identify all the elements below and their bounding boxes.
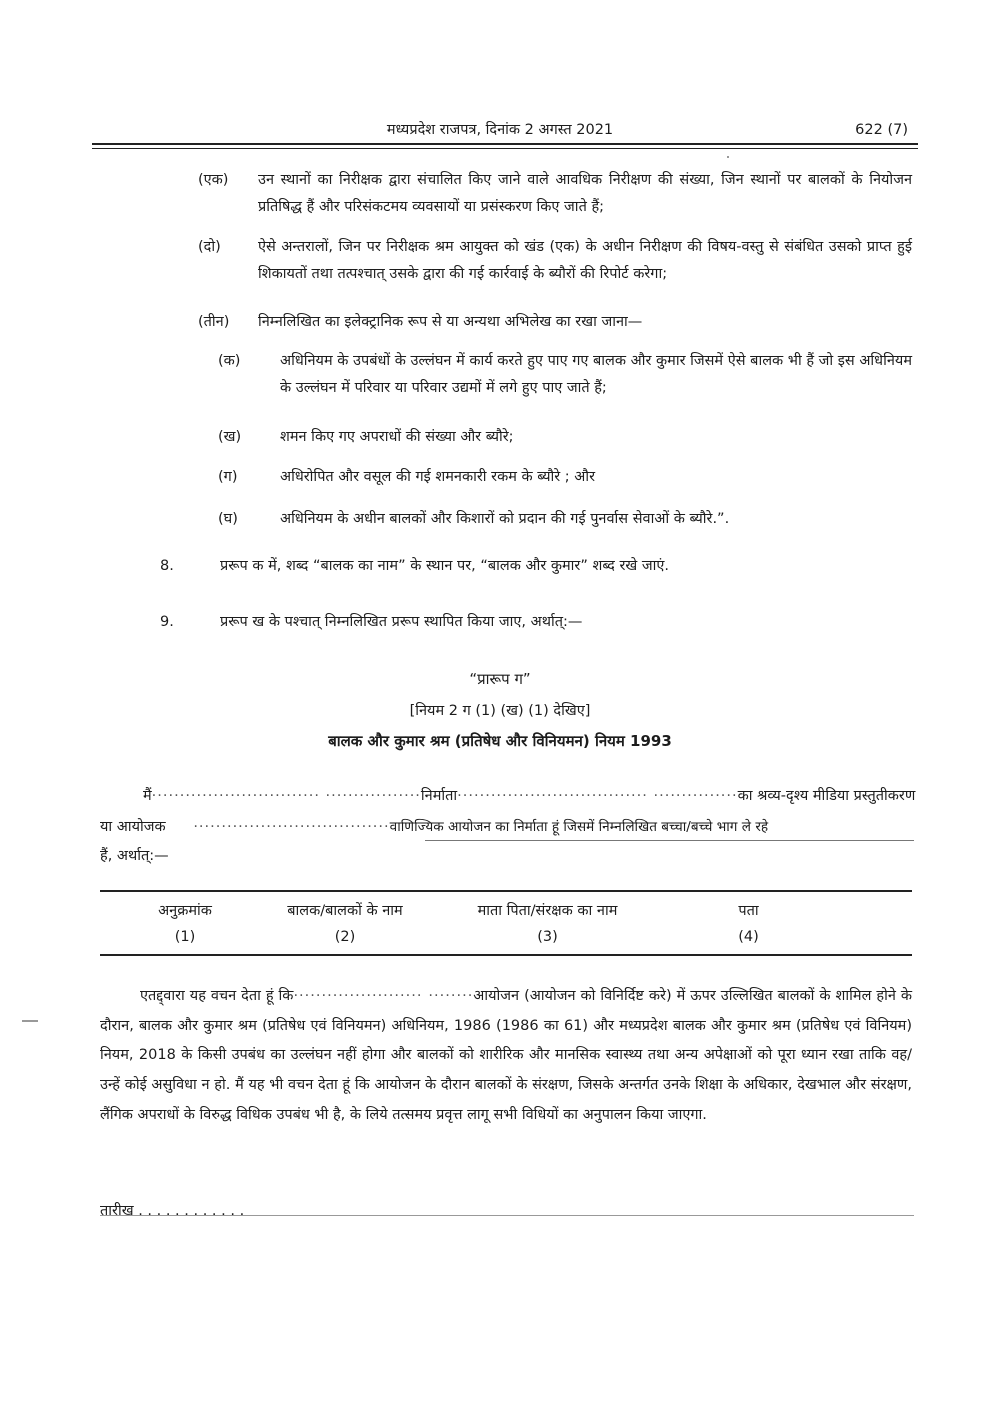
table-number-row	[100, 924, 912, 950]
list-item	[198, 234, 912, 288]
table-header-row	[100, 898, 912, 924]
column-header: बालक/बालकों के नाम	[287, 902, 403, 919]
producer-name-blank[interactable]: ······························ ·················	[151, 788, 421, 804]
column-number: (3)	[537, 928, 558, 945]
sub-list-item	[218, 506, 912, 533]
date-line	[100, 1198, 244, 1225]
event-name-blank[interactable]: ······················· ········	[293, 988, 474, 1004]
sub-list-item	[218, 464, 912, 491]
list-item	[198, 309, 912, 336]
form-line1-c: का श्रव्य-दृश्य मीडिया प्रस्तुतीकरण	[737, 788, 916, 804]
sub-item-label: (घ)	[218, 511, 238, 527]
list-item-text: उन स्थानों का निरीक्षक द्वारा संचालित किए जाने वाले आवधिक निरीक्षण की संख्या, जिन स्थानों पर बालकों के नियोजन प्रतिषिद्ध हैं और परिसंकटमय व्यवसायों या प्रसंस्करण किए जाते हैं;	[258, 172, 912, 215]
paragraph-number: 9.	[160, 614, 174, 630]
column-header: माता पिता/संरक्षक का नाम	[477, 902, 618, 919]
sub-item-text: अधिरोपित और वसूल की गई शमनकारी रकम के ब्यौरे ; और	[280, 469, 596, 485]
form-title: “प्रारूप ग”	[469, 670, 531, 688]
presentation-name-blank[interactable]: ·································· ···············	[457, 788, 738, 804]
column-number: (1)	[174, 928, 196, 945]
sub-item-label: (क)	[218, 353, 241, 369]
act-title: बालक और कुमार श्रम (प्रतिषेध और विनियमन) नियम 1993	[328, 732, 672, 750]
table-bottom-rule	[100, 954, 912, 956]
gazette-header-title: मध्यप्रदेश राजपत्र, दिनांक 2 अगस्त 2021	[386, 122, 614, 138]
table-top-rule	[100, 890, 912, 892]
sub-item-text: अधिनियम के उपबंधों के उल्लंघन में कार्य करते हुए पाए गए बालक और कुमार जिसमें ऐसे बालक भी हैं जो इस अधिनियम के उल्लंघन में परिवार या परिवार उद्यमों में लगे हुए पाए जाते हैं;	[280, 353, 912, 396]
form-line-3: हैं, अर्थात्:—	[100, 848, 169, 864]
header-rule-thin	[92, 148, 918, 149]
form-line2-a: या आयोजक	[100, 819, 166, 835]
header-rule-thick	[92, 143, 918, 145]
sub-item-text: शमन किए गए अपराधों की संख्या और ब्यौरे;	[280, 429, 514, 445]
list-item-label: (तीन)	[198, 314, 230, 330]
sub-item-label: (ख)	[218, 429, 242, 445]
children-table	[100, 890, 912, 956]
form-line-2	[100, 814, 912, 841]
form-line2-b: वाणिज्यिक आयोजन का निर्माता हूं जिसमें निम्नलिखित बच्चा/बच्चे भाग ले रहे	[389, 819, 769, 835]
organizer-name-blank[interactable]: ···································	[193, 819, 390, 835]
column-number: (4)	[738, 928, 759, 945]
column-header: अनुक्रमांक	[158, 902, 212, 919]
column-number: (2)	[334, 928, 356, 945]
date-rule	[100, 1215, 914, 1216]
column-header: पता	[738, 902, 759, 919]
paragraph-text: प्ररूप ख के पश्चात् निम्नलिखित प्ररूप स्थापित किया जाए, अर्थात्:—	[220, 614, 583, 630]
sub-list-item	[218, 348, 912, 402]
underline-rule	[425, 840, 914, 841]
list-item-text: निम्नलिखित का इलेक्ट्रानिक रूप से या अन्यथा अभिलेख का रखा जाना—	[258, 314, 643, 330]
declaration-start: एतद्द्वारा यह वचन देता हूं कि	[140, 988, 294, 1004]
scan-speck	[22, 1020, 38, 1022]
sub-list-item	[218, 424, 912, 451]
page-number: 622 (7)	[855, 122, 908, 138]
list-item-text: ऐसे अन्तरालों, जिन पर निरीक्षक श्रम आयुक्त को खंड (एक) के अधीन निरीक्षण की विषय-वस्तु से संबंधित उसको प्राप्त हुई शिकायतों तथा तत्पश्चात् उसके द्वारा की गई कार्रवाई के ब्यौरों की रिपोर्ट करेगा;	[258, 239, 912, 282]
form-line1-a: मैं	[143, 788, 152, 804]
list-item-label: (एक)	[198, 172, 229, 188]
scan-speck	[727, 156, 729, 158]
declaration-paragraph	[100, 982, 912, 1131]
numbered-paragraph	[160, 609, 912, 636]
paragraph-text: प्ररूप क में, शब्द “बालक का नाम” के स्थान पर, “बालक और कुमार” शब्द रखे जाएं.	[220, 558, 670, 574]
date-blank[interactable]: . . . . . . . . . . . .	[138, 1203, 245, 1219]
date-label: तारीख	[100, 1203, 134, 1219]
sub-item-text: अधिनियम के अधीन बालकों और किशारों को प्रदान की गई पुनर्वास सेवाओं के ब्यौरे.”.	[280, 511, 730, 527]
list-item-label: (दो)	[198, 239, 221, 255]
form-line-1	[143, 783, 916, 810]
form-line1-b: निर्माता	[420, 788, 458, 804]
list-item	[198, 167, 912, 221]
numbered-paragraph	[160, 553, 912, 580]
sub-item-label: (ग)	[218, 469, 238, 485]
declaration-text: आयोजन (आयोजन को विनिर्दिष्ट करे) में ऊपर उल्लिखित बालकों के शामिल होने के दौरान, बालक और कुमार श्रम (प्रतिषेध एवं विनियमन) अधिनियम, 1986 (1986 का 61) और मध्यप्रदेश बालक और कुमार श्रम (प्रतिषेध एवं विनियम) नियम, 2018 के किसी उपबंध का उल्लंघन नहीं होगा और बालकों को शारीरिक और मानसिक स्वास्थ्य तथा अन्य अपेक्षाओं को पूरा ध्यान रखा ताकि वह/उन्हें कोई असुविधा न हो. मैं यह भी वचन देता हूं कि आयोजन के दौरान बालकों के संरक्षण, जिसके अन्तर्गत उनके शिक्षा के अधिकार, देखभाल और संरक्षण, लैंगिक अपराधों के विरुद्ध विधिक उपबंध भी है, के लिये तत्समय प्रवृत्त लागू सभी विधियों का अनुपालन किया जाएगा.	[100, 988, 912, 1123]
paragraph-number: 8.	[160, 558, 174, 574]
rule-reference: [नियम 2 ग (1) (ख) (1) देखिए]	[409, 703, 591, 719]
